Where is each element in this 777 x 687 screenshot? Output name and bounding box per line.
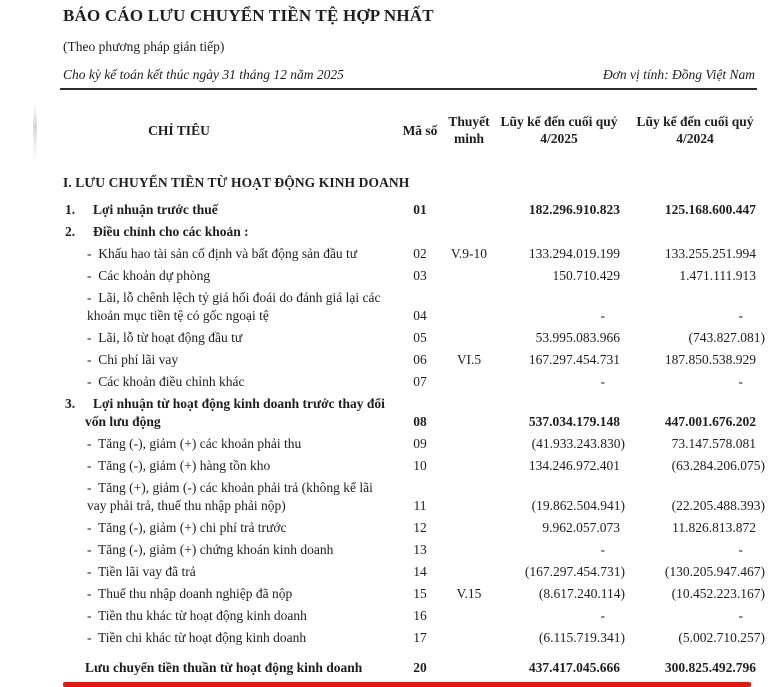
scan-artifact	[33, 102, 37, 164]
table-row	[63, 540, 765, 560]
red-highlight-underline	[63, 682, 751, 687]
row-label: - Thuế thu nhập doanh nghiệp đã nộp	[87, 586, 293, 601]
row-number: 3.	[65, 396, 76, 411]
table-row	[63, 200, 765, 220]
row-value-2025: (8.617.240.114)	[538, 586, 625, 601]
currency-unit: Đơn vị tính: Đồng Việt Nam	[602, 67, 755, 82]
row-value-2025: (19.862.504.941)	[531, 498, 625, 513]
row-value-2025: 9.962.057.073	[542, 520, 620, 535]
row-code: 12	[413, 520, 427, 535]
table-row	[63, 628, 765, 648]
table-row	[63, 584, 765, 604]
column-header-2025: Lũy kế đến cuối quý 4/2025	[500, 114, 618, 146]
row-number: 2.	[65, 224, 76, 239]
table-row	[63, 394, 765, 432]
row-value-2024: 1.471.111.913	[679, 268, 756, 283]
table-row	[63, 350, 765, 370]
table-row	[63, 288, 765, 326]
row-code: 03	[413, 268, 427, 283]
table-header-row	[63, 90, 765, 169]
method-subtitle: (Theo phương pháp gián tiếp)	[63, 39, 225, 54]
table-row	[63, 244, 765, 264]
row-code: 13	[413, 542, 427, 557]
table-row	[63, 606, 765, 626]
row-note: V.9-10	[450, 246, 488, 261]
row-value-2025: 167.297.454.731	[528, 352, 620, 367]
row-label: Lưu chuyển tiền thuần từ hoạt động kinh doanh	[85, 660, 363, 675]
row-value-2025: 182.296.910.823	[528, 202, 620, 217]
row-value-2025: -	[600, 308, 605, 323]
row-value-2025: (6.115.719.341)	[538, 630, 625, 645]
row-value-2025: 437.417.045.666	[528, 660, 620, 675]
table-row	[63, 328, 765, 348]
row-value-2025: 150.710.429	[552, 268, 620, 283]
table-body	[63, 200, 765, 678]
row-label: - Tăng (-), giảm (+) các khoản phải thu	[87, 436, 302, 451]
document-header	[63, 6, 757, 83]
row-value-2024: 187.850.538.929	[664, 352, 756, 367]
accounting-period: Cho kỳ kế toán kết thúc ngày 31 tháng 12 năm 2025	[63, 67, 344, 82]
row-label: - Tiền chi khác từ hoạt động kinh doanh	[87, 630, 307, 645]
row-label: - Tiền lãi vay đã trả	[87, 564, 196, 579]
column-header-note: Thuyết minh	[448, 114, 490, 146]
meta-line	[63, 67, 757, 83]
row-label: - Chi phí lãi vay	[87, 352, 179, 367]
column-header-2024: Lũy kế đến cuối quý 4/2024	[636, 114, 754, 146]
row-note: VI.5	[456, 352, 482, 367]
row-value-2025: -	[600, 374, 605, 389]
row-label: - Các khoản điều chỉnh khác	[87, 374, 245, 389]
row-note: V.15	[456, 586, 482, 601]
table-row	[63, 266, 765, 286]
row-value-2024: (22.205.488.393)	[671, 498, 765, 513]
row-label: 3. Lợi nhuận từ hoạt động kinh doanh trước thay đổi vốn lưu động	[65, 396, 385, 429]
row-code: 10	[413, 458, 427, 473]
row-value-2024: 125.168.600.447	[664, 202, 756, 217]
row-value-2025: 133.294.019.199	[528, 246, 620, 261]
row-value-2024: 73.147.578.081	[671, 436, 756, 451]
row-code: 07	[413, 374, 427, 389]
row-value-2024: 300.825.492.796	[664, 660, 756, 675]
column-header-code: Mã số	[402, 122, 438, 138]
row-value-2025: -	[600, 542, 605, 557]
table-row-total	[63, 655, 765, 678]
row-value-2024: -	[738, 374, 743, 389]
row-value-2024: (743.827.081)	[688, 330, 765, 345]
column-header-item: CHỈ TIÊU	[148, 122, 210, 138]
table-row	[63, 456, 765, 476]
row-value-2025: (167.297.454.731)	[524, 564, 625, 579]
row-value-2025: 134.246.972.401	[528, 458, 620, 473]
row-code: 09	[413, 436, 427, 451]
row-code: 20	[413, 660, 427, 675]
row-label: 1. Lợi nhuận trước thuế	[65, 202, 218, 217]
row-number: 1.	[65, 202, 76, 217]
row-code: 05	[413, 330, 427, 345]
row-label: - Khấu hao tài sản cố định và bất động sản đầu tư	[87, 246, 358, 261]
row-code: 08	[413, 414, 427, 429]
cash-flow-table	[63, 90, 765, 687]
row-code: 06	[413, 352, 427, 367]
row-value-2024: 447.001.676.202	[664, 414, 756, 429]
table-row	[63, 518, 765, 538]
page-title: BÁO CÁO LƯU CHUYỂN TIỀN TỆ HỢP NHẤT	[63, 6, 434, 25]
table-row	[63, 478, 765, 516]
row-label: - Tăng (-), giảm (+) chi phí trả trước	[87, 520, 287, 535]
row-value-2024: (10.452.223.167)	[671, 586, 765, 601]
table-row	[63, 434, 765, 454]
row-value-2025: 53.995.083.966	[535, 330, 620, 345]
row-value-2024: -	[738, 608, 743, 623]
row-label: - Tăng (+), giảm (-) các khoản phải trả (không kể lãi vay phải trả, thuế thu nhập phải nộp)	[87, 480, 373, 513]
row-label: - Lãi, lỗ từ hoạt động đầu tư	[87, 330, 243, 345]
row-code: 01	[413, 202, 427, 217]
section-heading-operating-activities: I. LƯU CHUYỂN TIỀN TỪ HOẠT ĐỘNG KINH DOANH	[63, 175, 410, 190]
row-value-2024: 133.255.251.994	[664, 246, 756, 261]
row-code: 02	[413, 246, 427, 261]
row-label: - Tăng (-), giảm (+) chứng khoán kinh doanh	[87, 542, 334, 557]
row-value-2025: (41.933.243.830)	[531, 436, 625, 451]
row-label: - Lãi, lỗ chênh lệch tỷ giá hối đoái do đánh giá lại các khoản mục tiền tệ có gốc ngoại tệ	[87, 290, 381, 323]
row-label: - Các khoản dự phòng	[87, 268, 211, 283]
row-label: - Tăng (-), giảm (+) hàng tồn kho	[87, 458, 271, 473]
row-value-2024: (63.284.206.075)	[671, 458, 765, 473]
table-row	[63, 222, 765, 242]
row-value-2025: 537.034.179.148	[528, 414, 620, 429]
row-code: 11	[413, 498, 427, 513]
row-value-2024: (130.205.947.467)	[664, 564, 765, 579]
row-value-2024: (5.002.710.257)	[678, 630, 765, 645]
table-row	[63, 562, 765, 582]
row-label: 2. Điều chỉnh cho các khoản :	[65, 224, 249, 239]
row-value-2025: -	[600, 608, 605, 623]
row-code: 17	[413, 630, 427, 645]
row-value-2024: -	[738, 542, 743, 557]
row-label: - Tiền thu khác từ hoạt động kinh doanh	[87, 608, 307, 623]
row-code: 14	[413, 564, 427, 579]
row-code: 04	[413, 308, 427, 323]
table-row	[63, 372, 765, 392]
row-code: 15	[413, 586, 427, 601]
row-value-2024: -	[738, 308, 743, 323]
row-code: 16	[413, 608, 427, 623]
row-value-2024: 11.826.813.872	[672, 520, 756, 535]
